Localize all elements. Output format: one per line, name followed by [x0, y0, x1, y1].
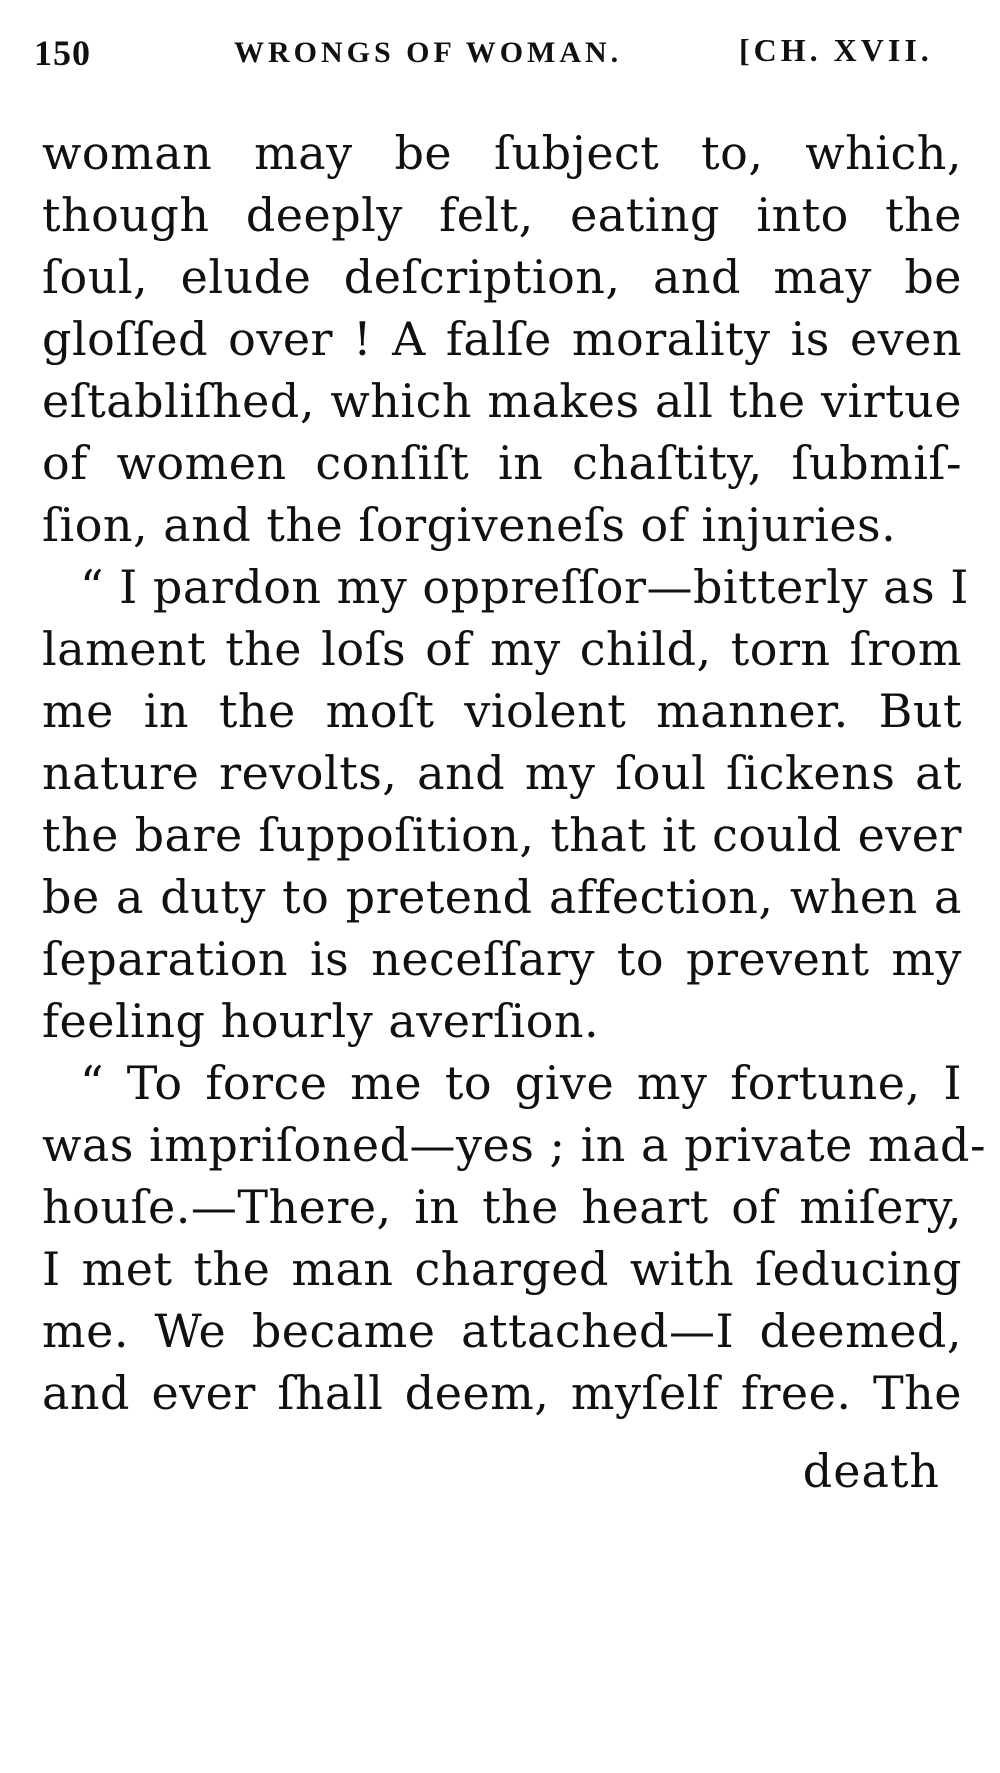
text-line: “ To force me to give my fortune, I — [80, 1056, 962, 1110]
text-line: was impriſoned—yes ; in a private mad- — [42, 1118, 987, 1172]
text-line: of women conſiſt in chaſtity, ſubmiſ- — [42, 436, 962, 490]
text-line: ſion, and the ſorgiveneſs of injuries. — [42, 498, 897, 552]
text-line: lament the loſs of my child, torn ſrom — [42, 622, 962, 676]
text-line: ſoul, elude deſcription, and may be — [42, 250, 962, 304]
text-line: me. We became attached—I deemed, — [42, 1304, 962, 1358]
text-line: eſtabliſhed, which makes all the virtue — [42, 374, 962, 428]
text-line: though deeply felt, eating into the — [42, 188, 962, 242]
running-title: WRONGS OF WOMAN. — [234, 36, 623, 69]
text-line: me in the moſt violent manner. But — [42, 684, 962, 738]
text-line: gloſſed over ! A falſe morality is even — [42, 312, 962, 366]
text-line: woman may be ſubject to, which, — [42, 126, 962, 180]
page-number: 150 — [34, 33, 91, 73]
text-line: nature revolts, and my ſoul ſickens at — [42, 746, 962, 800]
text-line: ſeparation is neceſſary to prevent my — [42, 932, 962, 986]
text-line: the bare ſuppoſition, that it could ever — [42, 808, 962, 862]
text-line: be a duty to pretend affection, when a — [42, 870, 962, 924]
text-line: “ I pardon my oppreſſor—bitterly as I — [80, 560, 969, 614]
page-header — [34, 28, 964, 78]
catchword: death — [802, 1444, 940, 1498]
text-line: and ever ſhall deem, myſelf free. The — [42, 1366, 962, 1420]
text-line: feeling hourly averſion. — [42, 994, 600, 1048]
text-line: I met the man charged with ſeducing — [42, 1242, 962, 1296]
text-line: houſe.—There, in the heart of miſery, — [42, 1180, 962, 1234]
chapter-label: [CH. XVII. — [739, 32, 933, 68]
